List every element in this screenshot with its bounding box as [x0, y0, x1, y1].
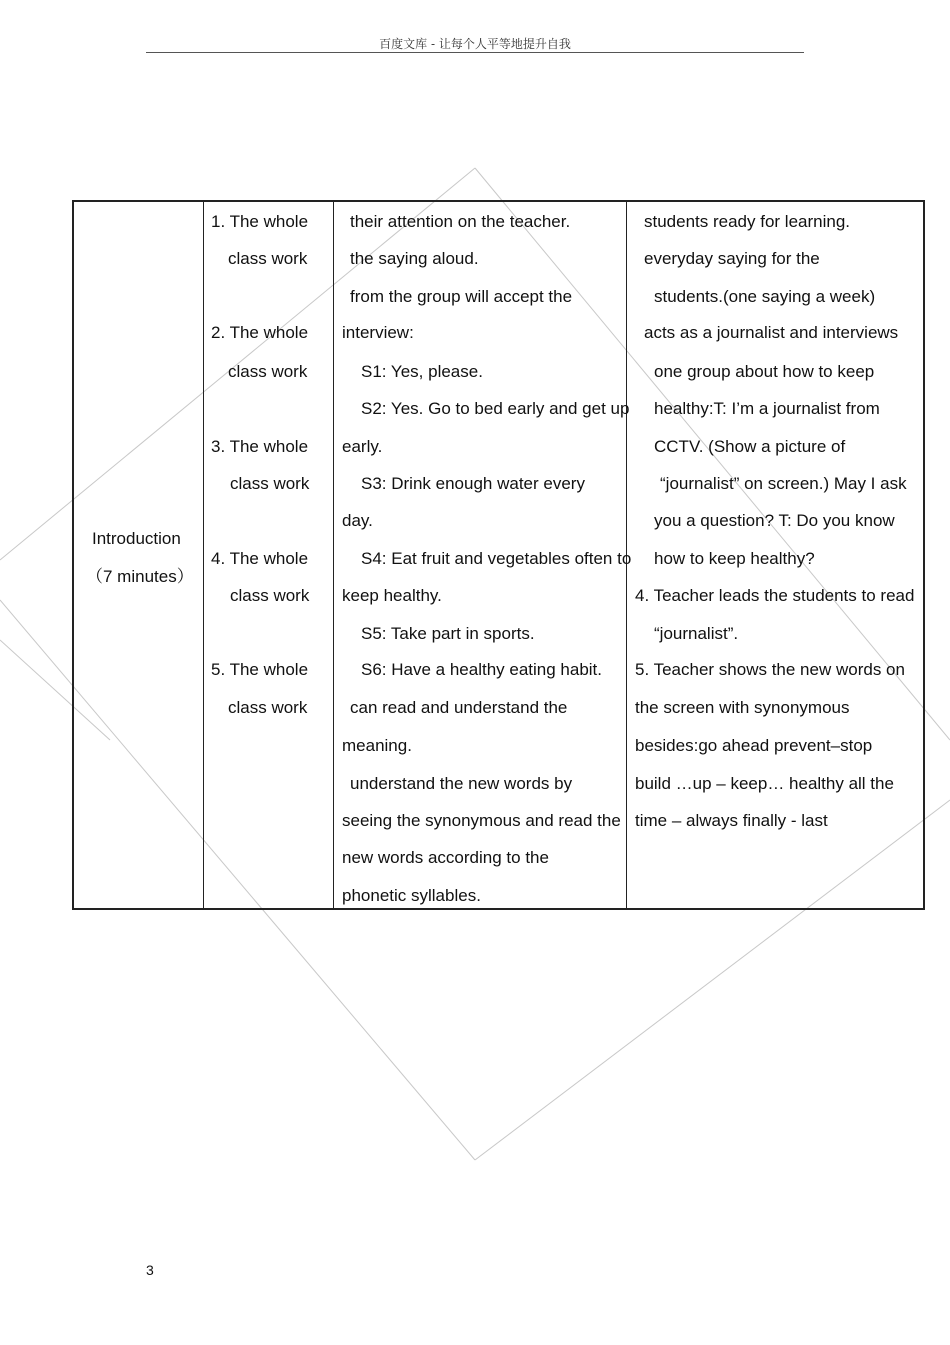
- activity-line: class work: [230, 586, 310, 605]
- teacher-activity-column: [627, 202, 924, 908]
- student-line: can read and understand the: [350, 698, 568, 717]
- student-line: interview:: [342, 323, 414, 342]
- activity-line: 4. The whole: [211, 549, 309, 568]
- lesson-plan-table: [72, 200, 925, 910]
- teacher-line: “journalist” on screen.) May I ask: [660, 474, 907, 493]
- activity-line: class work: [228, 698, 308, 717]
- stage-column: [74, 202, 204, 908]
- teacher-line: how to keep healthy?: [654, 549, 815, 568]
- student-line: from the group will accept the: [350, 287, 573, 306]
- teacher-line: “journalist”.: [654, 624, 739, 643]
- student-line: phonetic syllables.: [342, 886, 481, 905]
- student-line: seeing the synonymous and read the: [342, 811, 621, 830]
- activity-line: 5. The whole: [211, 660, 309, 679]
- page-header: 百度文库 - 让每个人平等地提升自我: [379, 37, 571, 51]
- teacher-line: everyday saying for the: [644, 249, 820, 268]
- student-line: S2: Yes. Go to bed early and get up: [361, 399, 630, 418]
- header-rule: [146, 52, 804, 53]
- student-line: S3: Drink enough water every: [361, 474, 585, 493]
- student-line: day.: [342, 511, 373, 530]
- teacher-line: 4. Teacher leads the students to read: [635, 586, 915, 605]
- activity-line: 3. The whole: [211, 437, 309, 456]
- teacher-line: you a question? T: Do you know: [654, 511, 895, 530]
- teacher-line: besides:go ahead prevent–stop: [635, 736, 873, 755]
- student-line: S5: Take part in sports.: [361, 624, 535, 643]
- teacher-line: students ready for learning.: [644, 212, 851, 231]
- teacher-line: build …up – keep… healthy all the: [635, 774, 894, 793]
- student-line: S6: Have a healthy eating habit.: [361, 660, 602, 679]
- activity-column: [204, 202, 334, 908]
- page-number: 3: [146, 1262, 154, 1278]
- student-line: new words according to the: [342, 848, 549, 867]
- teacher-line: acts as a journalist and interviews: [644, 323, 899, 342]
- activity-line: 1. The whole: [211, 212, 309, 231]
- activity-line: class work: [228, 362, 308, 381]
- stage-duration: （7 minutes）: [86, 567, 194, 586]
- teacher-line: students.(one saying a week): [654, 287, 876, 306]
- teacher-line: healthy:T: I’m a journalist from: [654, 399, 880, 418]
- student-activity-column: [334, 202, 632, 908]
- activity-line: 2. The whole: [211, 323, 309, 342]
- teacher-line: the screen with synonymous: [635, 698, 850, 717]
- student-line: their attention on the teacher.: [350, 212, 571, 231]
- teacher-line: one group about how to keep: [654, 362, 875, 381]
- student-line: understand the new words by: [350, 774, 573, 793]
- activity-line: class work: [230, 474, 310, 493]
- student-line: keep healthy.: [342, 586, 442, 605]
- activity-line: class work: [228, 249, 308, 268]
- student-line: meaning.: [342, 736, 412, 755]
- teacher-line: 5. Teacher shows the new words on: [635, 660, 905, 679]
- teacher-line: CCTV. (Show a picture of: [654, 437, 846, 456]
- teacher-line: time – always finally - last: [635, 811, 828, 830]
- student-line: S1: Yes, please.: [361, 362, 483, 381]
- stage-label: Introduction: [92, 529, 181, 548]
- student-line: early.: [342, 437, 383, 456]
- student-line: S4: Eat fruit and vegetables often to: [361, 549, 632, 568]
- student-line: the saying aloud.: [350, 249, 479, 268]
